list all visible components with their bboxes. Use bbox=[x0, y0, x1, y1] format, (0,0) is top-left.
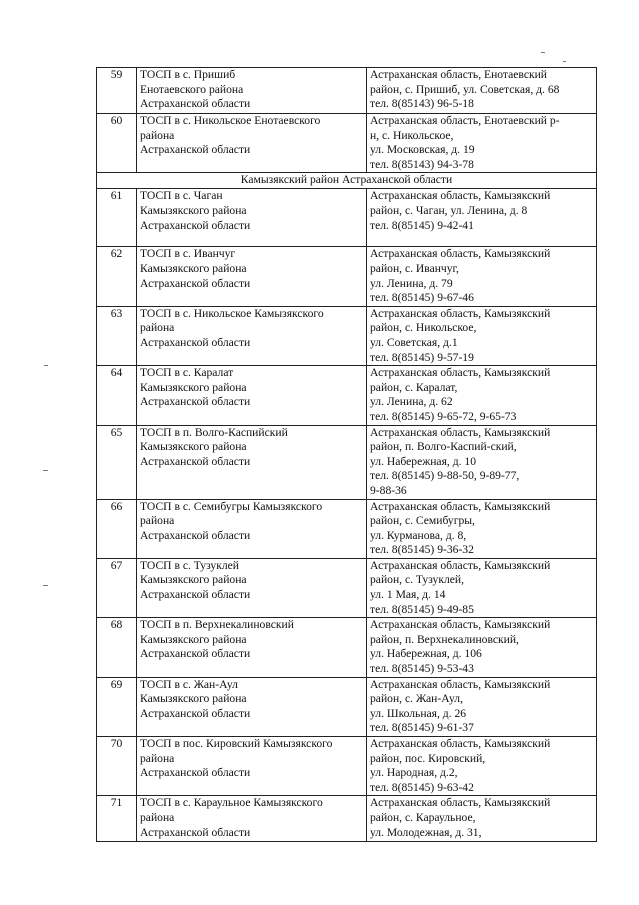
row-number: 63 bbox=[97, 306, 137, 365]
office-name bbox=[137, 677, 367, 736]
scan-speck bbox=[43, 470, 48, 471]
table-row bbox=[97, 189, 597, 247]
section-title: Камызякский район Астраханской области bbox=[97, 173, 597, 189]
office-name-line: ТОСП в с. Никольское Енотаевского bbox=[140, 114, 321, 127]
office-name-line: ТОСП в с. Никольское Камызякского bbox=[140, 306, 324, 320]
row-number: 68 bbox=[97, 618, 137, 677]
row-number: 69 bbox=[97, 677, 137, 736]
office-address-line: район, с. Чаган, ул. Ленина, д. 8 bbox=[370, 203, 528, 217]
table-row bbox=[97, 425, 597, 499]
office-address-line: тел. 8(85145) 9-61-37 bbox=[370, 721, 474, 735]
office-address-line: тел. 8(85145) 9-67-46 bbox=[370, 291, 474, 305]
office-name-line: ТОСП в с. Чаган bbox=[140, 189, 223, 203]
office-address-line: район, с. Семибугры, bbox=[370, 514, 475, 528]
office-name bbox=[137, 189, 367, 247]
scan-speck bbox=[43, 585, 48, 586]
office-address-line: ул. Набережная, д. 106 bbox=[370, 647, 482, 661]
table-row bbox=[97, 247, 597, 306]
office-name bbox=[137, 499, 367, 558]
row-number: 60 bbox=[97, 114, 137, 173]
office-address-line: ул. Советская, д.1 bbox=[370, 335, 458, 349]
office-address-line: ул. 1 Мая, д. 14 bbox=[370, 588, 446, 602]
office-name-line: Камызякского района bbox=[140, 632, 247, 646]
row-number: 66 bbox=[97, 499, 137, 558]
office-address-line: Астраханская область, Камызякский bbox=[370, 796, 551, 810]
office-name-line: Астраханской области bbox=[140, 218, 251, 232]
office-name-line: Астраханской области bbox=[140, 588, 251, 602]
office-address-line: тел. 8(85145) 9-63-42 bbox=[370, 780, 474, 794]
office-name-line: Астраханской области bbox=[140, 766, 251, 780]
table-row bbox=[97, 558, 597, 617]
office-address-line: Астраханская область, Енотаевский р- bbox=[370, 114, 560, 127]
office-name-line: района bbox=[140, 751, 175, 765]
office-address bbox=[367, 366, 597, 425]
office-name-line: Астраханской области bbox=[140, 454, 251, 468]
office-address bbox=[367, 618, 597, 677]
scan-speck bbox=[44, 365, 48, 366]
table-row bbox=[97, 499, 597, 558]
office-name-line: района bbox=[140, 321, 175, 335]
office-address-line: Астраханская область, Камызякский bbox=[370, 618, 551, 632]
office-name-line: Астраханской области bbox=[140, 706, 251, 720]
office-name-line: Астраханской области bbox=[140, 825, 251, 839]
office-address bbox=[367, 189, 597, 247]
office-address-line: Астраханская область, Камызякский bbox=[370, 425, 551, 439]
row-number: 71 bbox=[97, 796, 137, 842]
office-address-line: ул. Народная, д.2, bbox=[370, 766, 458, 780]
offices-table bbox=[96, 67, 597, 842]
office-address bbox=[367, 558, 597, 617]
scan-speck bbox=[563, 61, 566, 62]
table-row bbox=[97, 366, 597, 425]
office-name bbox=[137, 114, 367, 173]
office-name-line: ТОСП в п. Волго-Каспийский bbox=[140, 425, 288, 439]
office-address-line: тел. 8(85145) 9-49-85 bbox=[370, 602, 474, 616]
office-name bbox=[137, 425, 367, 499]
office-name-line: района bbox=[140, 128, 175, 142]
office-address-line: 9-88-36 bbox=[370, 483, 407, 497]
table-row bbox=[97, 677, 597, 736]
office-address bbox=[367, 68, 597, 114]
office-address-line: ул. Московская, д. 19 bbox=[370, 143, 475, 157]
table-section bbox=[97, 173, 597, 189]
office-address-line: тел. 8(85145) 9-65-72, 9-65-73 bbox=[370, 409, 517, 423]
office-name-line: Астраханской области bbox=[140, 276, 251, 290]
office-address-line: район, п. Верхнекалиновский, bbox=[370, 632, 519, 646]
office-address-line: ул. Молодежная, д. 31, bbox=[370, 825, 482, 839]
office-address-line: ул. Ленина, д. 79 bbox=[370, 276, 453, 290]
office-name-line: ТОСП в с. Караульное Камызякского bbox=[140, 796, 323, 810]
office-name-line: Енотаевского района bbox=[140, 82, 244, 96]
table-row bbox=[97, 306, 597, 365]
row-number: 59 bbox=[97, 68, 137, 114]
office-name bbox=[137, 366, 367, 425]
office-address-line: Астраханская область, Камызякский bbox=[370, 366, 551, 380]
office-name-line: района bbox=[140, 514, 175, 528]
office-address bbox=[367, 796, 597, 842]
table-row bbox=[97, 796, 597, 842]
office-name-line: ТОСП в с. Семибугры Камызякского bbox=[140, 499, 323, 513]
office-address-line: ул. Ленина, д. 62 bbox=[370, 395, 453, 409]
office-address-line: Астраханская область, Камызякский bbox=[370, 189, 551, 203]
office-address-line: Астраханская область, Камызякский bbox=[370, 306, 551, 320]
office-address-line: н, с. Никольское, bbox=[370, 128, 454, 142]
office-address-line: район, с. Караульное, bbox=[370, 810, 476, 824]
office-name-line: ТОСП в п. Верхнекалиновский bbox=[140, 618, 294, 632]
table-body-kamyzyaksky bbox=[97, 189, 597, 842]
row-number: 61 bbox=[97, 189, 137, 247]
office-address-line: Астраханская область, Камызякский bbox=[370, 677, 551, 691]
office-name-line: Астраханской области bbox=[140, 395, 251, 409]
office-name-line: Камызякского района bbox=[140, 573, 247, 587]
row-number: 62 bbox=[97, 247, 137, 306]
office-address-line: ул. Набережная, д. 10 bbox=[370, 454, 477, 468]
office-address-line: ул. Курманова, д. 8, bbox=[370, 528, 467, 542]
office-name-line: Камызякского района bbox=[140, 692, 247, 706]
office-name-line: Астраханской области bbox=[140, 143, 251, 157]
office-address bbox=[367, 247, 597, 306]
office-name-line: Камызякского района bbox=[140, 203, 247, 217]
table-row bbox=[97, 114, 597, 173]
office-address-line: Астраханская область, Камызякский bbox=[370, 737, 551, 750]
office-address-line: Астраханская область, Камызякский bbox=[370, 558, 551, 572]
office-name bbox=[137, 618, 367, 677]
office-name-line: Астраханской области bbox=[140, 335, 251, 349]
table-body-enotaevsky bbox=[97, 68, 597, 173]
office-address-line: Астраханская область, Камызякский bbox=[370, 247, 551, 261]
office-address-line: тел. 8(85143) 96-5-18 bbox=[370, 97, 474, 111]
section-row bbox=[97, 173, 597, 189]
office-name bbox=[137, 558, 367, 617]
office-name-line: Астраханской области bbox=[140, 528, 251, 542]
office-name-line: ТОСП в с. Пришиб bbox=[140, 68, 236, 81]
office-address-line: район, с. Тузуклей, bbox=[370, 573, 464, 587]
office-name-line: ТОСП в с. Тузуклей bbox=[140, 558, 239, 572]
office-address-line: район, с. Пришиб, ул. Советская, д. 68 bbox=[370, 82, 560, 96]
office-name bbox=[137, 737, 367, 796]
office-name bbox=[137, 306, 367, 365]
office-address-line: Астраханская область, Камызякский bbox=[370, 499, 551, 513]
table-row bbox=[97, 737, 597, 796]
office-name-line: Астраханской области bbox=[140, 647, 251, 661]
office-address-line: тел. 8(85145) 9-36-32 bbox=[370, 543, 474, 557]
office-address-line: тел. 8(85145) 9-88-50, 9-89-77, bbox=[370, 469, 520, 483]
office-address-line: район, с. Жан-Аул, bbox=[370, 692, 463, 706]
office-name-line: Камызякского района bbox=[140, 440, 247, 454]
office-address bbox=[367, 306, 597, 365]
office-name-line: Камызякского района bbox=[140, 261, 247, 275]
office-address-line: район, п. Волго-Каспий-ский, bbox=[370, 440, 517, 454]
office-address-line: ул. Школьная, д. 26 bbox=[370, 706, 467, 720]
office-name-line: ТОСП в с. Жан-Аул bbox=[140, 677, 238, 691]
office-address-line: Астраханская область, Енотаевский bbox=[370, 68, 548, 81]
office-name bbox=[137, 247, 367, 306]
table-row bbox=[97, 68, 597, 114]
office-address-line: район, с. Иванчуг, bbox=[370, 261, 459, 275]
office-address bbox=[367, 677, 597, 736]
office-address-line: район, с. Каралат, bbox=[370, 380, 458, 394]
row-number: 64 bbox=[97, 366, 137, 425]
office-address bbox=[367, 425, 597, 499]
row-number: 65 bbox=[97, 425, 137, 499]
office-name-line: Астраханской области bbox=[140, 97, 251, 111]
office-address bbox=[367, 737, 597, 796]
office-address bbox=[367, 499, 597, 558]
scan-speck bbox=[541, 52, 545, 53]
office-name-line: ТОСП в пос. Кировский Камызякского bbox=[140, 737, 333, 750]
office-address-line: тел. 8(85145) 9-42-41 bbox=[370, 218, 474, 232]
office-address-line: тел. 8(85145) 9-53-43 bbox=[370, 662, 474, 676]
office-address-line: район, пос. Кировский, bbox=[370, 751, 486, 765]
office-name-line: района bbox=[140, 810, 175, 824]
office-name bbox=[137, 796, 367, 842]
row-number: 70 bbox=[97, 737, 137, 796]
office-name-line: ТОСП в с. Иванчуг bbox=[140, 247, 236, 261]
row-number: 67 bbox=[97, 558, 137, 617]
office-address-line: район, с. Никольское, bbox=[370, 321, 477, 335]
office-address-line: тел. 8(85145) 9-57-19 bbox=[370, 350, 474, 364]
office-name bbox=[137, 68, 367, 114]
office-name-line: Камызякского района bbox=[140, 380, 247, 394]
office-address-line: тел. 8(85143) 94-3-78 bbox=[370, 157, 474, 171]
table-row bbox=[97, 618, 597, 677]
office-address bbox=[367, 114, 597, 173]
office-name-line: ТОСП в с. Каралат bbox=[140, 366, 234, 380]
